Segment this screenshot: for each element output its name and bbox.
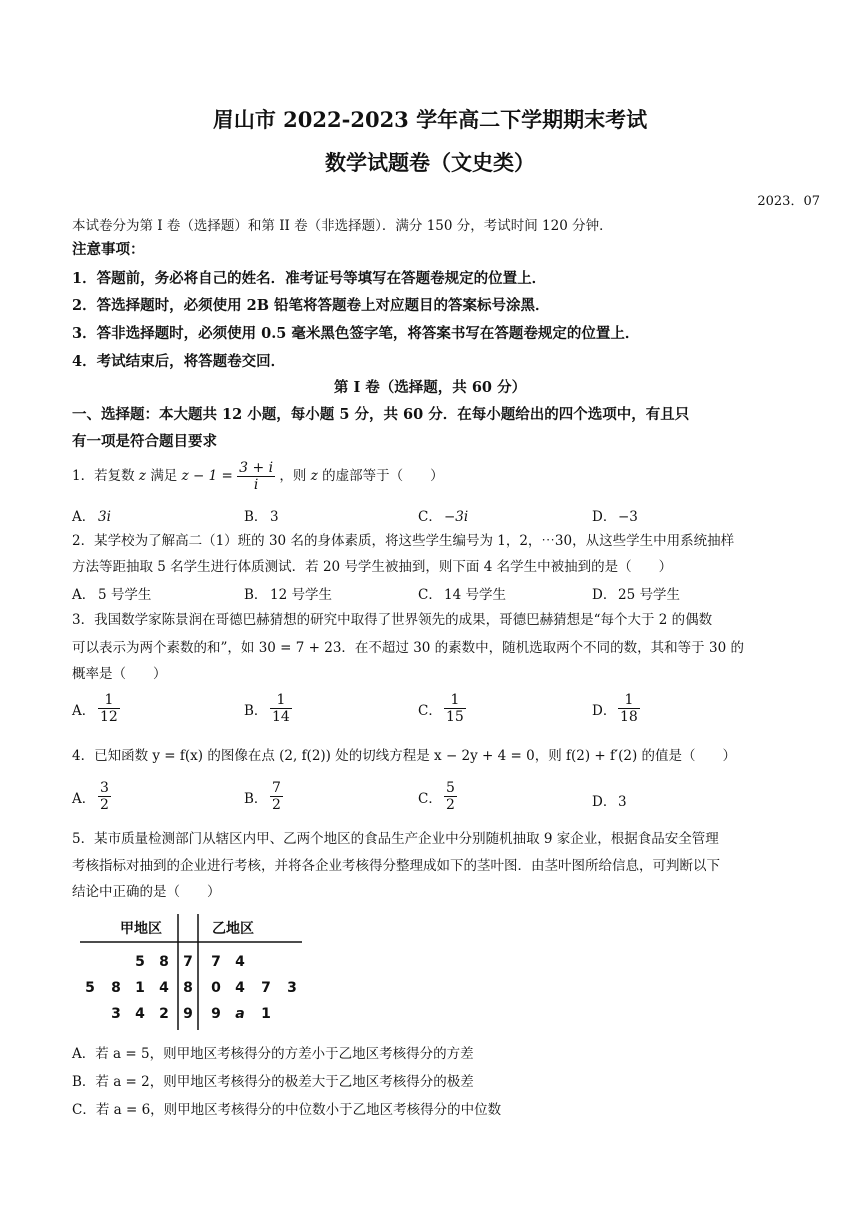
q4-line: 4．已知函数 y = f(x) 的图像在点 (2, f(2)) 处的切线方程是 x − 2y + 4 = 0，则 f(2) + f′(2) 的值是（ ） xyxy=(72,748,737,764)
leaf-right: 9 xyxy=(211,1006,221,1022)
q2-line1: 2．某学校为了解高二（1）班的 30 名的身体素质，将这些学生编号为 1，2，⋯30，从这些学生中用系统抽样 xyxy=(72,533,735,549)
q3-line3: 概率是（ ） xyxy=(72,666,167,682)
option-label: D． xyxy=(592,509,617,525)
leaf-right: 7 xyxy=(261,980,271,996)
leaf-left: 8 xyxy=(111,980,121,996)
stem-left-header: 甲地区 xyxy=(120,921,162,937)
leaf-left: 4 xyxy=(135,1006,145,1022)
leaf-right: a xyxy=(235,1006,245,1022)
option-label: D． xyxy=(592,587,617,603)
part1-title: 第 I 卷（选择题，共 60 分） xyxy=(333,379,527,396)
note-item: 1．答题前，务必将自己的姓名．准考证号等填写在答题卷规定的位置上． xyxy=(72,270,547,287)
q1-mid1: 满足 xyxy=(150,468,178,484)
option-text: 14 号学生 xyxy=(444,587,506,603)
intro-text: 本试卷分为第 I 卷（选择题）和第 II 卷（非选择题）．满分 150 分，考试时间 120 分钟． xyxy=(72,218,613,234)
option-text: 3 xyxy=(618,794,627,810)
option-label: A． xyxy=(72,702,96,719)
option-label: C． xyxy=(418,587,442,603)
option-label: C． xyxy=(418,702,442,719)
q5-option-a: A．若 a = 5，则甲地区考核得分的方差小于乙地区考核得分的方差 xyxy=(72,1046,474,1062)
stem-value: 7 xyxy=(183,954,193,970)
q5-line3: 结论中正确的是（ ） xyxy=(72,884,221,900)
frac-num: 1 xyxy=(270,692,292,709)
q5-line2: 考核指标对抽到的企业进行考核，并将各企业考核得分整理成如下的茎叶图．由茎叶图所给信息，可判断以下 xyxy=(72,858,720,874)
option-fraction xyxy=(270,692,292,725)
option-label: D． xyxy=(592,702,617,719)
frac-num: 1 xyxy=(444,692,466,709)
q1-var-2: z xyxy=(310,468,318,484)
frac-num: 7 xyxy=(272,780,281,796)
option-fraction xyxy=(98,692,120,725)
q1-var: z xyxy=(138,468,147,484)
option-label: A． xyxy=(72,790,96,807)
leaf-right: 1 xyxy=(261,1006,271,1022)
option-text: 5 号学生 xyxy=(98,587,152,603)
leaf-right: 7 xyxy=(211,954,221,970)
leaf-right: 4 xyxy=(235,980,245,996)
stem-right-header: 乙地区 xyxy=(212,921,254,937)
leaf-right: 0 xyxy=(211,980,221,996)
option-fraction xyxy=(98,780,111,813)
leaf-left: 3 xyxy=(111,1006,121,1022)
q3-line2: 可以表示为两个素数的和”，如 30 = 7 + 23．在不超过 30 的素数中，随机选取两个不同的数，其和等于 30 的 xyxy=(72,640,744,656)
leaf-left: 1 xyxy=(135,980,145,996)
frac-den: 12 xyxy=(100,709,118,725)
option-label: B． xyxy=(244,790,268,807)
option-text: −3 xyxy=(618,509,638,525)
frac-den: 2 xyxy=(272,797,281,813)
option-label: B． xyxy=(244,509,268,525)
option-label: B． xyxy=(244,702,268,719)
leaf-left: 4 xyxy=(159,980,169,996)
q2-line2: 方法等距抽取 5 名学生进行体质测试．若 20 号学生被抽到，则下面 4 名学生中被抽到的是（ ） xyxy=(72,559,673,575)
option-fraction xyxy=(444,780,457,813)
frac-den: 14 xyxy=(272,709,290,725)
frac-den: 2 xyxy=(100,797,109,813)
stem-leaf-plot xyxy=(80,912,310,1032)
option-text: −3i xyxy=(444,509,469,525)
frac-den: 18 xyxy=(620,709,638,725)
frac-num: 1 xyxy=(98,692,120,709)
leaf-left: 5 xyxy=(135,954,145,970)
frac-den: 15 xyxy=(446,709,464,725)
leaf-right: 4 xyxy=(235,954,245,970)
leaf-left: 5 xyxy=(85,980,95,996)
q3-line1: 3．我国数学家陈景润在哥德巴赫猜想的研究中取得了世界领先的成果，哥德巴赫猜想是“每个大于 2 的偶数 xyxy=(72,612,713,628)
option-text: 3i xyxy=(98,509,111,525)
q1-mid3: 的虚部等于（ ） xyxy=(322,468,444,484)
option-label: C． xyxy=(418,790,442,807)
option-label: B． xyxy=(244,587,268,603)
stem-value: 9 xyxy=(183,1006,193,1022)
q1-frac-den: i xyxy=(253,477,259,493)
q1-prefix: 1．若复数 xyxy=(72,468,135,484)
option-label: A． xyxy=(72,587,96,603)
frac-num: 3 xyxy=(100,780,109,796)
note-item: 3．答非选择题时，必须使用 0.5 毫米黑色签字笔，将答案书写在答题卷规定的位置上． xyxy=(72,325,640,342)
section1-line2: 有一项是符合题目要求 xyxy=(72,433,217,450)
frac-num: 1 xyxy=(618,692,640,709)
section1-line1: 一、选择题：本大题共 12 小题，每小题 5 分，共 60 分．在每小题给出的四个选项中，有且只 xyxy=(72,406,690,423)
q5-option-c: C．若 a = 6，则甲地区考核得分的中位数小于乙地区考核得分的中位数 xyxy=(72,1102,502,1118)
option-label: D． xyxy=(592,794,617,810)
frac-den: 2 xyxy=(446,797,455,813)
option-text: 25 号学生 xyxy=(618,587,680,603)
leaf-right: 3 xyxy=(287,980,297,996)
option-fraction xyxy=(270,780,283,813)
note-item: 4．考试结束后，将答题卷交回． xyxy=(72,353,286,370)
q1-fraction xyxy=(237,460,275,493)
q1-expr-left: z − 1 = xyxy=(181,468,233,484)
leaf-left: 2 xyxy=(159,1006,169,1022)
option-text: 12 号学生 xyxy=(270,587,332,603)
note-item: 2．答选择题时，必须使用 2B 铅笔将答题卷上对应题目的答案标号涂黑． xyxy=(72,297,550,314)
option-fraction xyxy=(618,692,640,725)
exam-date: 2023．07 xyxy=(757,194,820,209)
frac-num: 5 xyxy=(446,780,455,796)
q5-option-b: B．若 a = 2，则甲地区考核得分的极差大于乙地区考核得分的极差 xyxy=(72,1074,474,1090)
question-1 xyxy=(72,458,820,494)
option-fraction xyxy=(444,692,466,725)
exam-subtitle: 数学试题卷（文史类） xyxy=(325,150,535,175)
exam-title: 眉山市 2022-2023 学年高二下学期期末考试 xyxy=(212,107,648,132)
option-text: 3 xyxy=(270,509,279,525)
stem-value: 8 xyxy=(183,980,193,996)
q1-mid2: ，则 xyxy=(279,468,307,484)
option-label: A． xyxy=(72,509,96,525)
notes-heading: 注意事项： xyxy=(72,241,145,258)
q5-line1: 5．某市质量检测部门从辖区内甲、乙两个地区的食品生产企业中分别随机抽取 9 家企业，根据食品安全管理 xyxy=(72,831,719,847)
option-label: C． xyxy=(418,509,442,525)
leaf-left: 8 xyxy=(159,954,169,970)
q1-frac-num: 3 + i xyxy=(239,460,274,476)
